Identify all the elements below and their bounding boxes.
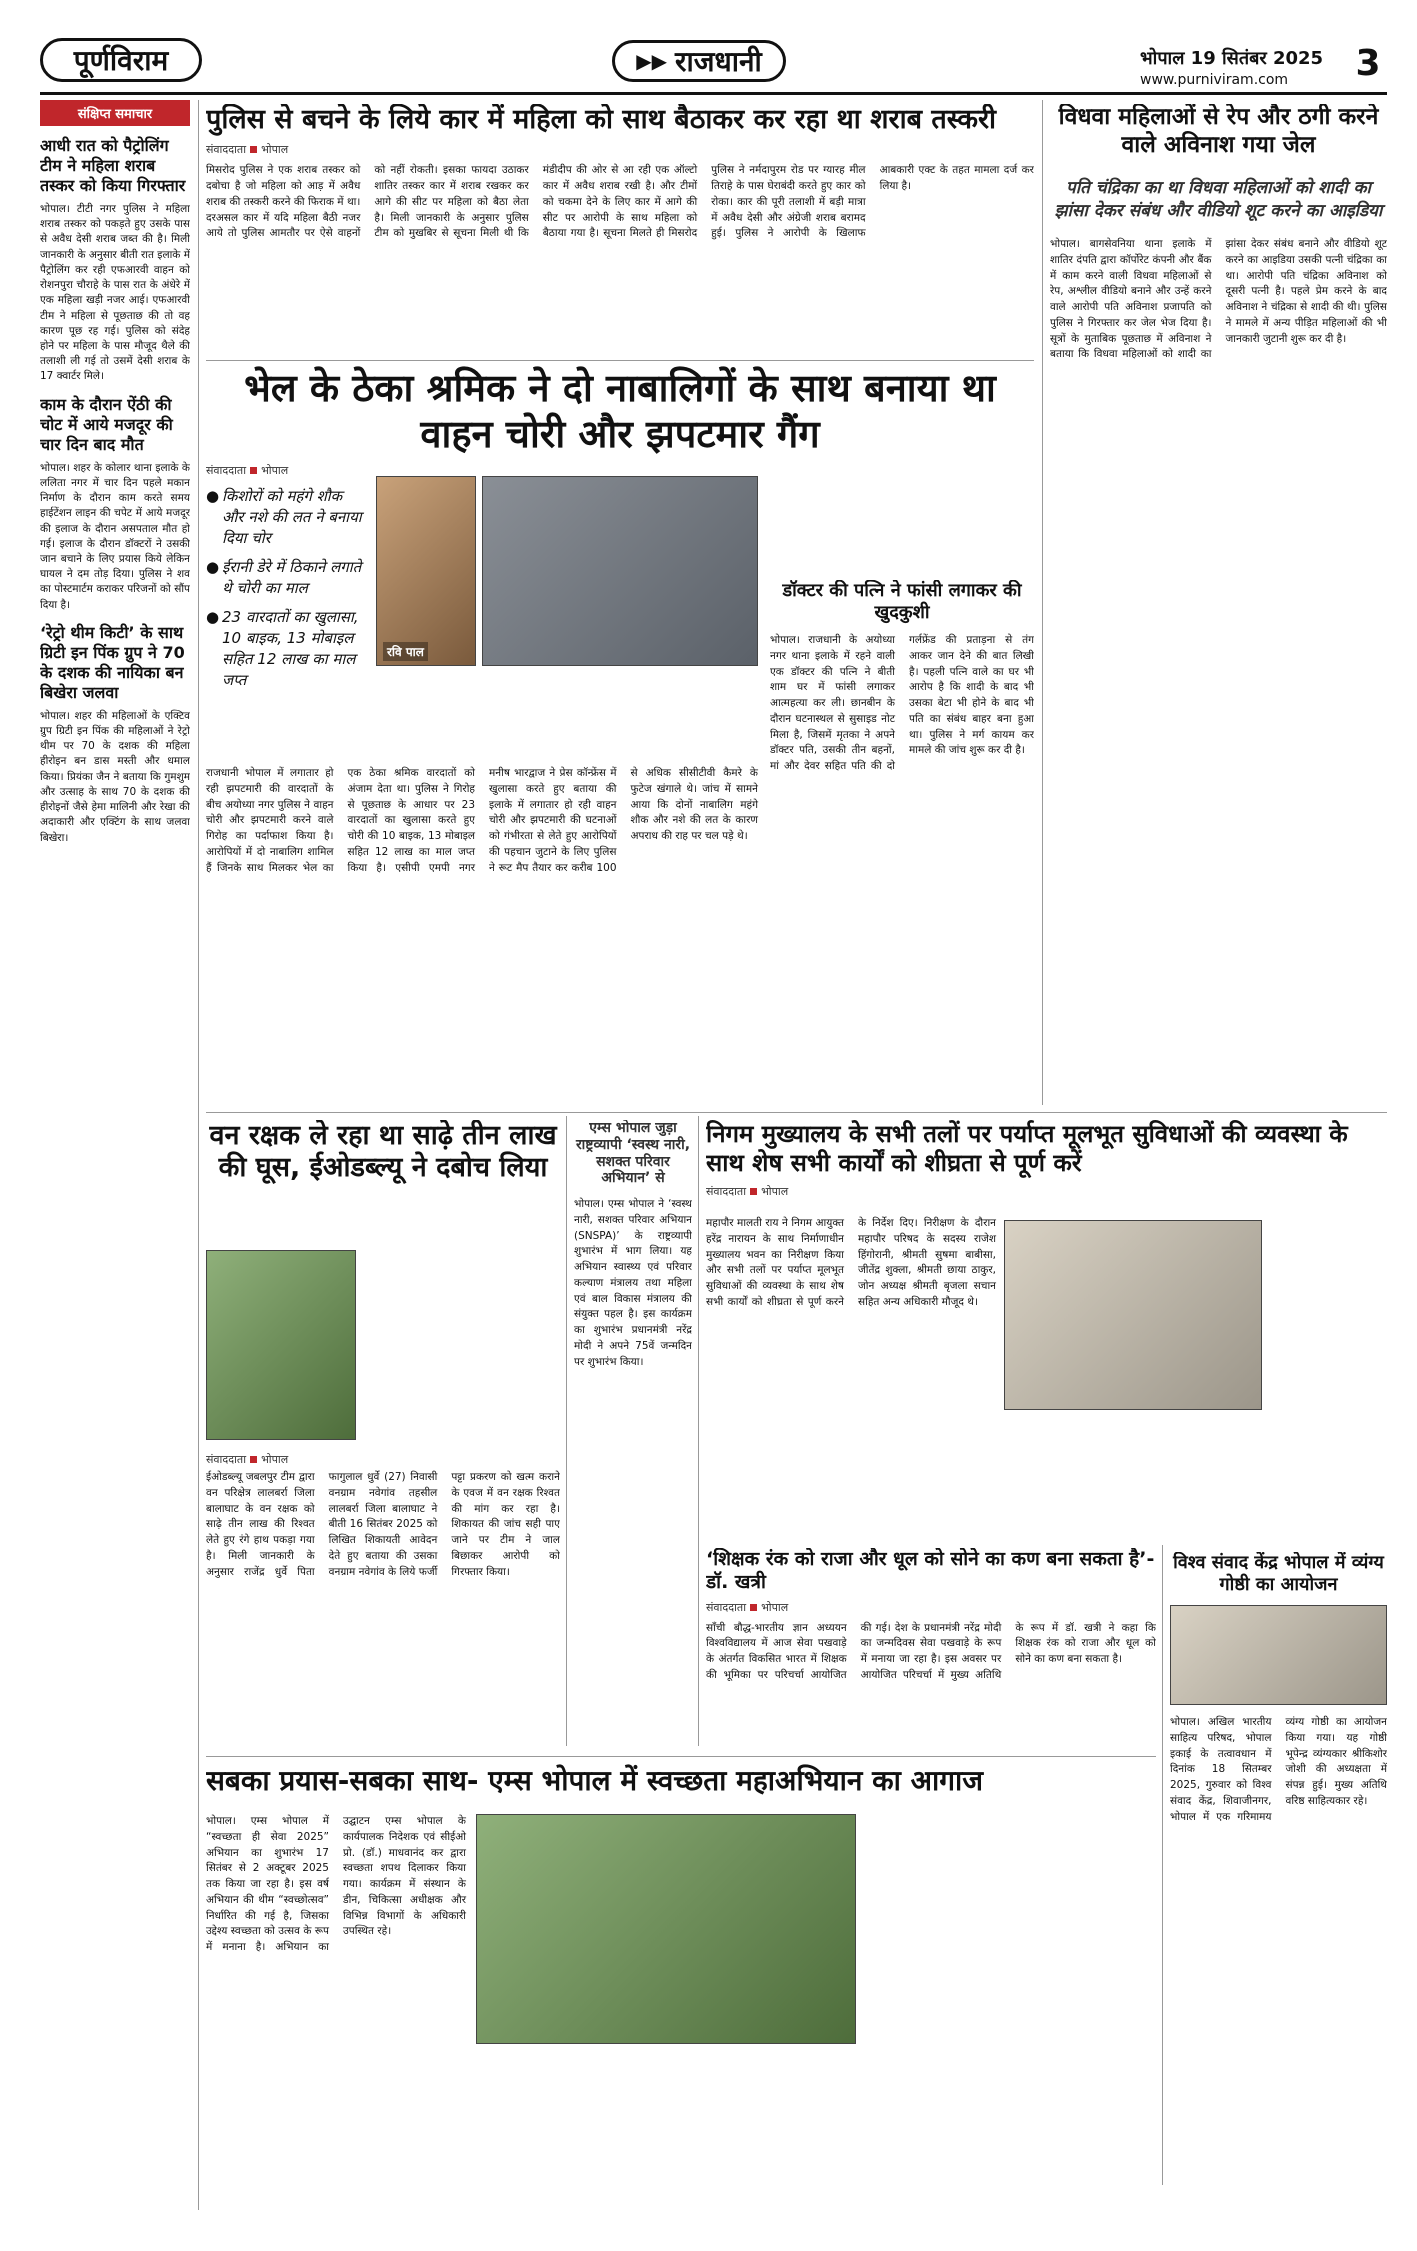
headline: डॉक्टर की पत्नि ने फांसी लगाकर की खुदकुशी [782, 580, 1022, 623]
column-divider [198, 100, 199, 2210]
brief-item [40, 623, 190, 846]
seminar-photo [1170, 1605, 1387, 1705]
bullet-item: ● ईरानी डेरे में ठिकाने लगाते थे चोरी का माल [206, 557, 366, 599]
red-square-icon [250, 467, 257, 474]
byline-place: भोपाल [261, 1453, 289, 1466]
red-square-icon [750, 1604, 757, 1611]
story-body: महापौर मालती राय ने निगम आयुक्त हरेंद्र नारायन के साथ निर्माणाधीन मुख्यालय भवन का निरीक्षण किया और सभी तलों पर पर्याप्त मूलभूत सुविधाओं की व्यवस्था के साथ शेष सभी कार्यों को शीघ्रता से पूर्ण करने के निर्देश दिए। निरीक्षण के दौरान महापौर परिषद के सदस्य राजेश हिंगोरानी, श्रीमती सुषमा बाबीसा, जीतेंद्र शुक्ला, श्रीमती छाया ठाकुर, जोन अध्यक्ष श्रीमती बृजला सचान सहित अन्य अधिकारी मौजूद थे। [706, 1217, 996, 1308]
newspaper-logo: पूर्णविराम [40, 38, 202, 82]
headline: विश्व संवाद केंद्र भोपाल में व्यंग्य गोष्ठी का आयोजन [1173, 1552, 1384, 1595]
headline: भेल के ठेका श्रमिक ने दो नाबालिगों के साथ बनाया था वाहन चोरी और झपटमार गैंग [244, 366, 996, 456]
column-divider [1042, 100, 1043, 1105]
story-body: साँची बौद्ध-भारतीय ज्ञान अध्ययन विश्वविद्यालय में आज सेवा पखवाड़े के अंतर्गत विकसित भारत में शिक्षक की भूमिका पर परिचर्चा आयोजित की गई। देश के प्रधानमंत्री नरेंद्र मोदी का जन्मदिवस सेवा पखवाड़े के रूप में मनाया जा रहा है। इस अवसर पर आयोजित परिचर्चा में मुख्य अतिथि के रूप में डॉ. खत्री ने कहा कि शिक्षक रंक को राजा और धूल को सोने का कण बना सकता है। [706, 1621, 1156, 1681]
story-swachhta [206, 1764, 1156, 2204]
byline [706, 1184, 1387, 1199]
story-vyangya [1170, 1552, 1387, 2192]
masthead [0, 0, 1417, 96]
brief-news-sidebar [40, 100, 190, 2210]
story-body-left: राजधानी भोपाल में लगातार हो रही झपटमारी की वारदातों के बीच अयोध्या नगर पुलिस ने वाहन चोरी और झपटमारी करने वाले गिरोह का पर्दाफाश किया है। आरोपियों में दो नाबालिग शामिल हैं जिनके साथ मिलकर भेल का एक ठेका श्रमिक वारदातों को अंजाम देता था। पुलिस ने गिरोह से पूछताछ के आधार पर 23 वारदातों का खुलासा करते हुए चोरी की 10 बाइक, 13 मोबाइल सहित 12 लाख का माल जप्त किया है। एसीपी एमपी नगर मनीष भारद्वाज ने प्रेस कॉन्फ्रेंस में खुलासा करते हुए बताया की इलाके में लगातार हो रही वाहन चोरी और झपटमारी की घटनाओं को गंभीरता से लेते हुए आरोपियों की पहचान जुटाने के लिए पुलिस ने रूट मैप तैयार कर करीब 100 से अधिक सीसीटीवी कैमरे के फुटेज खंगाले थे। जांच में सामने आया कि दोनों नाबालिग महंगे शौक और नशे की लत के कारण अपराध की राह पर चल पड़े थे। [206, 767, 758, 874]
byline-author: संवाददाता [206, 464, 247, 478]
byline [206, 142, 1034, 157]
seized-vehicles-photo [482, 476, 758, 666]
byline [206, 1452, 288, 1467]
headline: विधवा महिलाओं से रेप और ठगी करने वाले अविनाश गया जेल [1058, 104, 1379, 158]
row-divider [206, 1756, 1156, 1757]
story-widow [1050, 104, 1387, 1104]
double-arrow-icon: ▶▶ [636, 49, 667, 73]
story-body: भोपाल। बागसेवनिया थाना इलाके में शातिर दंपति द्वारा कॉर्पोरेट कंपनी और बैंक में काम करने वाली विधवा महिलाओं से रेप, अश्लील वीडियो बनाने और उन्हें करने वाले आरोपी पति अविनाश प्रजापति को पुलिस ने गिरफ्तार कर जेल भेज दिया है। सूत्रों के मुताबिक पूछताछ में अविनाश ने बताया कि विधवा महिलाओं को शादी का झांसा देकर संबंध बनाने और वीडियो शूट करने का आइडिया उसकी पत्नी चंद्रिका का था। आरोपी पति चंद्रिका अविनाश को दूसरी पत्नी है। पहले प्रेम करने के बाद अविनाश ने चंद्रिका से शादी की थी। पुलिस ने मामले में अन्य पीड़ित महिलाओं की भी जानकारी जुटानी शुरू कर दी है। [1050, 238, 1387, 361]
column-divider [1162, 1545, 1163, 2185]
inspection-photo [1004, 1220, 1262, 1410]
headline: सबका प्रयास-सबका साथ- एम्स भोपाल में स्वच्छता महाअभियान का आगाज [206, 1764, 984, 1797]
story-khatri [706, 1548, 1156, 1748]
story-body: भोपाल। एम्स भोपाल में “स्वच्छता ही सेवा 2025” अभियान का शुभारंभ 17 सितंबर से 2 अक्टूबर 2025 तक किया जा रहा है। इस वर्ष अभियान की थीम “स्वच्छोत्सव” निर्धारित की गई है, जिसका उद्देश्य स्वच्छता को उत्सव के रूप में मनाना है। अभियान का उद्घाटन एम्स भोपाल के कार्यपालक निदेशक एवं सीईओ प्रो. (डॉ.) माधवानंद कर द्वारा स्वच्छता शपथ दिलाकर किया गया। कार्यक्रम में संस्थान के डीन, चिकित्सा अधीक्षक और विभिन्न विभागों के अधिकारी उपस्थित रहे। [206, 1815, 466, 1953]
byline-author: संवाददाता [706, 1600, 747, 1614]
bullet-item: ● 23 वारदातों का खुलासा, 10 बाइक, 13 मोबाइल सहित 12 लाख का माल जप्त [206, 607, 366, 691]
photo-caption: रवि पाल [383, 642, 428, 661]
story-forest [206, 1120, 560, 1750]
headline: एम्स भोपाल जुड़ा राष्ट्रव्यापी ‘स्वस्थ नारी, सशक्त परिवार अभियान’ से [575, 1120, 691, 1187]
headline: पुलिस से बचने के लिये कार में महिला को साथ बैठाकर कर रहा था शराब तस्करी [206, 104, 997, 135]
red-square-icon [750, 1188, 757, 1195]
byline-place: भोपाल [761, 1600, 789, 1614]
byline-place: भोपाल [261, 143, 289, 157]
brief-title: ‘रेट्रो थीम किटी’ के साथ ग्रिटी इन पिंक ग्रुप ने 70 के दशक की नायिका बन बिखेरा जलवा [40, 622, 185, 702]
header-rule [40, 92, 1387, 95]
row-divider [206, 1112, 1387, 1113]
website: www.purniviram.com [1140, 72, 1289, 88]
column-divider [566, 1116, 567, 1746]
section-label: राजधानी [675, 45, 762, 78]
highlight-bullets [206, 486, 366, 699]
brief-body: भोपाल। शहर के कोलार थाना इलाके के ललिता नगर में चार दिन पहले मकान निर्माण के दौरान काम करते समय हाईटेंशन लाइन की चपेट में आये मजदूर की इलाज के दौरान असपताल मौत हो गई। इलाज के दौरान डॉक्टरों ने उसकी जान बचाने के लिए प्रयास किये लेकिन घायल ने दम तोड़ दिया। पुलिस ने शव का पोस्टमार्टम कराकर परिजनों को सौंप दिया है। [40, 461, 190, 611]
story-body: भोपाल। एम्स भोपाल ने ‘स्वस्थ नारी, सशक्त परिवार अभियान (SNSPA)’ के राष्ट्रव्यापी शुभारंभ में भाग लिया। यह अभियान स्वास्थ्य एवं परिवार कल्याण मंत्रालय तथा महिला एवं बाल विकास मंत्रालय की संयुक्त पहल है। इस कार्यक्रम का शुभारंभ प्रधानमंत्री नरेंद्र मोदी ने अपने 75वें जन्मदिन पर शुभारंभ किया। [574, 1198, 692, 1368]
headline: वन रक्षक ले रहा था साढ़े तीन लाख की घूस, ईओडब्ल्यू ने दबोच लिया [209, 1120, 557, 1184]
row-divider [206, 360, 1034, 361]
brief-body: भोपाल। टीटी नगर पुलिस ने महिला शराब तस्कर को पकड़ते हुए उसके पास से अवैध देसी शराब जब्त की है। मिली जानकारी के अनुसार बीती रात इलाके में पैट्रोलिंग कर रही एफआरवी वाहन को रोशनपुरा चौराहे के पास रात के अंधेरे में एक महिला खड़ी नजर आई। एफआरवी टीम ने महिला से पूछताछ की तो वह कारण पूछ रह गई। पुलिस को संदेह होने पर महिला के पास मौजूद थैले की तलाशी ली गई तो उसमें देसी शराब के 17 क्वार्टर मिले। [40, 203, 190, 383]
forest-guard-photo [206, 1250, 356, 1440]
brief-title: आधी रात को पैट्रोलिंग टीम ने महिला शराब तस्कर को किया गिरफ्तार [40, 136, 186, 195]
byline-place: भोपाल [761, 1184, 789, 1198]
bullet-item: ● किशोरों को महंगे शौक और नशे की लत ने बनाया दिया चोर [206, 486, 366, 549]
pullquote: पति चंद्रिका का था विधवा महिलाओं को शादी का झांसा देकर संबंध और वीडियो शूट करने का आइडिया [1054, 178, 1383, 222]
red-square-icon [250, 1456, 257, 1463]
cleanliness-drive-photo [476, 1814, 856, 2044]
story-doctor [770, 580, 1034, 1000]
byline [706, 1600, 1156, 1615]
brief-item [40, 136, 190, 385]
page-number: 3 [1355, 42, 1381, 84]
story-body: मिसरोद पुलिस ने एक शराब तस्कर को दबोचा है जो महिला को आड़ में अवैध शराब की तस्करी करने की फिराक में था। दरअसल कार में यदि महिला बैठी नजर आये तो पुलिस आमतौर पर ऐसे वाहनों को नहीं रोकती। इसका फायदा उठाकर शातिर तस्कर कार में शराब रखकर कर आगे की सीट पर महिला को बैठा लेता है। मिली जानकारी के अनुसार पुलिस टीम को मुखबिर से सूचना मिली थी कि मंडीदीप की ओर से आ रही एक ऑल्टो कार में अवैध शराब रखी है। और टीमों को चकमा देने के लिए कार में आगे की सीट पर आरोपी के साथ महिला को बैठाया गया है। सूचना मिलते ही मिसरोद पुलिस ने नर्मदापुरम रोड पर ग्यारह मील तिराहे के पास घेराबंदी करते हुए कार को रोका। कार की पूरी तलाशी में बड़ी मात्रा में अवैध देसी और अंग्रेजी शराब बरामद हुई। पुलिस ने आरोपी के खिलाफ आबकारी एक्ट के तहत मामला दर्ज कर लिया है। [206, 164, 1034, 240]
story-nigam [706, 1120, 1387, 1540]
story-body: ईओडब्ल्यू जबलपुर टीम द्वारा वन परिक्षेत्र लालबर्रा जिला बालाघाट के वन रक्षक को साढ़े तीन लाख की रिश्वत लेते हुए रंगे हाथ पकड़ा गया है। मिली जानकारी के अनुसार राजेंद्र धुर्वे पिता फागुलाल धुर्वे (27) निवासी वनग्राम नवेगांव तहसील लालबर्रा जिला बालाघाट ने बीती 16 सितंबर 2025 को लिखित शिकायती आवेदन देते हुए बताया की उसका वनग्राम नवेगांव के लिये फर्जी पट्टा प्रकरण को खत्म कराने के एवज में वन रक्षक रिश्वत की मांग कर रहा है। शिकायत की जांच सही पाए जाने पर टीम ने जाल बिछाकर आरोपी को गिरफ्तार किया। [206, 1471, 560, 1578]
byline-place: भोपाल [261, 464, 289, 478]
section-tag [612, 40, 786, 82]
brief-body: भोपाल। शहर की महिलाओं के एक्टिव ग्रुप ग्रिटी इन पिंक की महिलाओं ने रेट्रो थीम पर 70 के दशक की महिला हीरोइन बन डास मस्ती और धमाल किया। प्रियंका जैन ने बताया कि गुमशुम और उत्साह के साथ 70 के दशक की हीरोइनों जैसे हेमा मालिनी और रेखा की अदाकारी और एक्टिंग के साथ जलवा बिखेरा। [40, 709, 190, 844]
headline: निगम मुख्यालय के सभी तलों पर पर्याप्त मूलभूत सुविधाओं की व्यवस्था के साथ शेष सभी कार्यों को शीघ्रता से पूर्ण करें [706, 1120, 1348, 1177]
headline: ‘शिक्षक रंक को राजा और धूल को सोने का कण बना सकता है’-डॉ. खत्री [706, 1548, 1155, 1593]
sidebar-tag: संक्षिप्त समाचार [40, 100, 190, 126]
story-liquor [206, 104, 1034, 354]
accused-photo [376, 476, 476, 666]
red-square-icon [250, 146, 257, 153]
byline-author: संवाददाता [706, 1184, 747, 1198]
story-body: भोपाल। राजधानी के अयोध्या नगर थाना इलाके में रहने वाली एक डॉक्टर की पत्नि ने बीती शाम घर में फांसी लगाकर आत्महत्या कर ली। छानबीन के दौरान घटनास्थल से सुसाइड नोट मिला है, जिसमें मृतका ने अपने डॉक्टर पति, उसकी तीन बहनों, मां और देवर सहित पति की दो गर्लफ्रेंड की प्रताड़ना से तंग आकर जान देने की बात लिखी है। पहली पत्नि वाले का घर भी आरोप है कि शादी के बाद भी उसका बेटा भी होने के बाद भी पति का संबंध बाहर बना हुआ था। पुलिस ने मर्ग कायम कर मामले की जांच शुरू कर दी है। [770, 634, 1034, 773]
brief-title: काम के दौरान ऐंठी की चोट में आये मजदूर की चार दिन बाद मौत [40, 394, 173, 454]
byline-author: संवाददाता [206, 1453, 247, 1466]
byline-author: संवाददाता [206, 143, 247, 157]
column-divider [698, 1116, 699, 1746]
brief-item [40, 395, 190, 613]
story-aiims-swasth [574, 1120, 692, 1750]
story-body: भोपाल। अखिल भारतीय साहित्य परिषद, भोपाल इकाई के तत्वावधान में दिनांक 18 सितम्बर 2025, गुरुवार को विश्व संवाद केंद्र, शिवाजीनगर, भोपाल में एक गरिमामय व्यंग्य गोष्ठी का आयोजन किया गया। यह गोष्ठी भूपेन्द्र व्यंग्यकार श्रीकिशोर जोशी की अध्यक्षता में संपन्न हुई। मुख्य अतिथि वरिष्ठ साहित्यकार रहे। [1170, 1716, 1387, 1823]
dateline: भोपाल 19 सितंबर 2025 [1140, 48, 1324, 69]
